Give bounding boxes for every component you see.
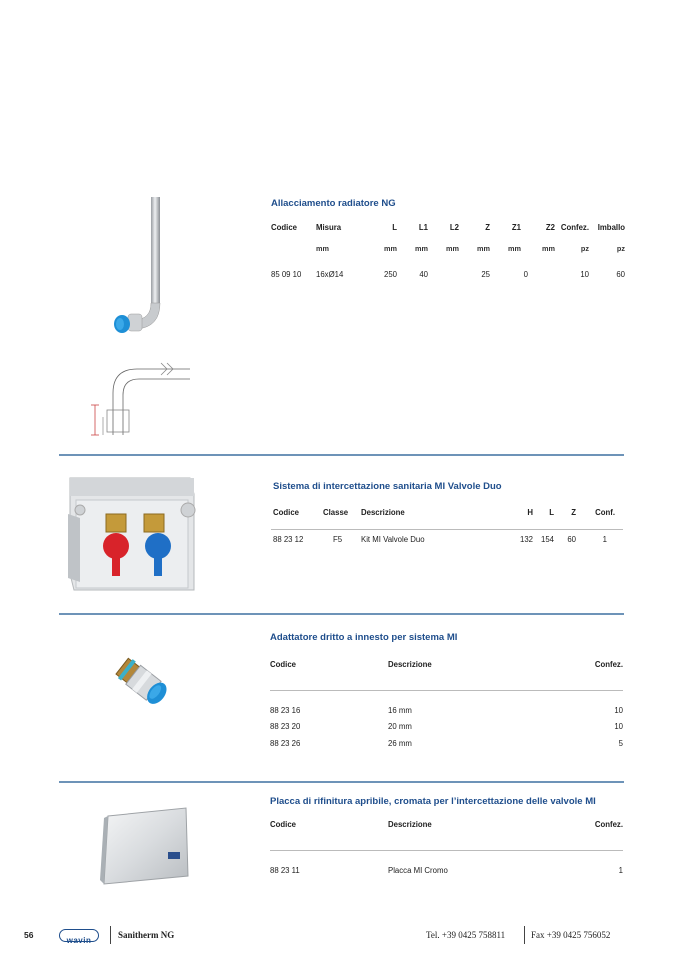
header-rule	[270, 850, 623, 851]
footer-divider	[524, 926, 525, 944]
table-cell: 88 23 16	[270, 706, 301, 715]
table-cell: 88 23 11	[270, 866, 300, 875]
unit-label: pz	[580, 244, 589, 253]
column-header: H	[527, 508, 533, 517]
unit-label: mm	[316, 244, 329, 253]
unit-label: mm	[446, 244, 459, 253]
section-title: Sistema di intercettazione sanitaria MI Valvole Duo	[273, 481, 502, 492]
column-header: Confez.	[560, 223, 589, 232]
column-header: Confez.	[594, 820, 623, 829]
header-rule	[271, 529, 623, 530]
column-header: L	[392, 223, 397, 232]
column-header: Codice	[271, 223, 297, 232]
table-cell: 60	[616, 270, 625, 279]
footer-fax: Fax +39 0425 756052	[531, 930, 611, 940]
table-cell: 16 mm	[388, 706, 412, 715]
column-header: L	[549, 508, 554, 517]
footer-tel: Tel. +39 0425 758811	[426, 930, 506, 940]
column-header: Codice	[270, 660, 296, 669]
table-cell: 10	[614, 722, 623, 731]
column-header: Z	[571, 508, 576, 517]
radiator-connection-photo	[100, 195, 180, 345]
table-cell: 132	[519, 535, 533, 544]
wavin-logo	[59, 929, 99, 945]
column-header: Z2	[545, 223, 555, 232]
column-header: L2	[449, 223, 459, 232]
column-header: Codice	[270, 820, 296, 829]
table-cell: F5	[333, 535, 343, 544]
column-header: Confez.	[594, 660, 623, 669]
unit-label: mm	[542, 244, 555, 253]
table-cell: 88 23 20	[270, 722, 301, 731]
header-rule	[270, 690, 623, 691]
unit-label: pz	[616, 244, 625, 253]
straight-adapter-photo	[110, 652, 180, 717]
table-cell: 88 23 12	[273, 535, 304, 544]
table-cell: 26 mm	[388, 739, 412, 748]
column-header: Descrizione	[388, 660, 432, 669]
column-header: Descrizione	[361, 508, 405, 517]
table-cell: Placca MI Cromo	[388, 866, 448, 875]
unit-label: mm	[477, 244, 490, 253]
table-cell: 40	[419, 270, 428, 279]
section-divider	[59, 454, 624, 456]
table-cell: 60	[567, 535, 576, 544]
column-header: Imballo	[597, 223, 625, 232]
table-cell: 16xØ14	[316, 270, 344, 279]
table-cell: 20 mm	[388, 722, 412, 731]
table-cell: 0	[523, 270, 528, 279]
section-title: Allacciamento radiatore NG	[271, 198, 396, 209]
unit-label: mm	[508, 244, 521, 253]
table-cell: 250	[383, 270, 397, 279]
section-divider	[59, 613, 624, 615]
unit-label: mm	[384, 244, 397, 253]
valve-duo-photo	[62, 474, 202, 596]
table-cell: Kit MI Valvole Duo	[361, 535, 425, 544]
table-cell: 1	[602, 535, 607, 544]
table-cell: 88 23 26	[270, 739, 301, 748]
column-header: Descrizione	[388, 820, 432, 829]
footer-divider	[110, 926, 111, 944]
chrome-plate-photo	[98, 806, 193, 886]
section-divider	[59, 781, 624, 783]
column-header: Z	[485, 223, 490, 232]
section-title: Placca di rifinitura apribile, cromata per l’intercettazione delle valvole MI	[270, 796, 596, 807]
column-header: Codice	[273, 508, 299, 517]
column-header: Classe	[323, 508, 349, 517]
section-title: Adattatore dritto a innesto per sistema MI	[270, 632, 458, 643]
table-cell: 5	[618, 739, 623, 748]
radiator-connection-drawing	[85, 355, 195, 440]
table-cell: 154	[540, 535, 554, 544]
table-cell: 10	[614, 706, 623, 715]
column-header: L1	[418, 223, 428, 232]
logo-text: wavin	[66, 936, 92, 945]
column-header: Conf.	[595, 508, 615, 517]
table-cell: 85 09 10	[271, 270, 302, 279]
column-header: Z1	[511, 223, 521, 232]
table-cell: 10	[580, 270, 589, 279]
table-cell: 25	[481, 270, 490, 279]
unit-label: mm	[415, 244, 428, 253]
column-header: Misura	[316, 223, 342, 232]
page-number: 56	[24, 930, 34, 940]
table-cell: 1	[618, 866, 623, 875]
footer-product: Sanitherm NG	[118, 930, 175, 940]
